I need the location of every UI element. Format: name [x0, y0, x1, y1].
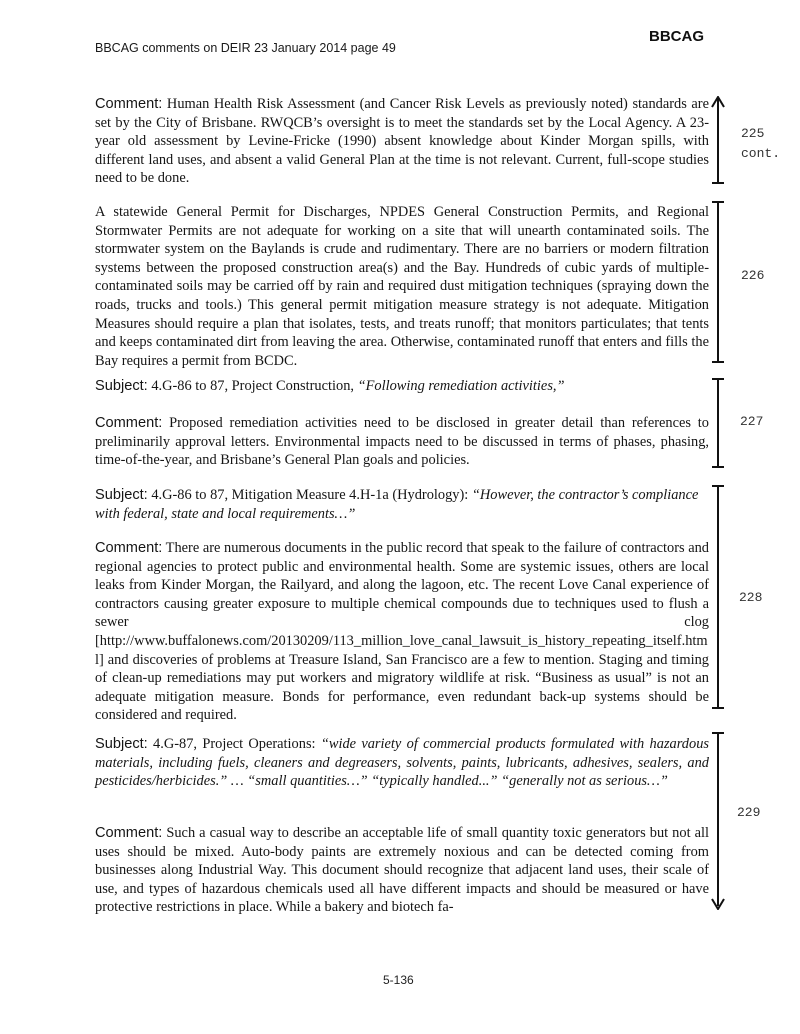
subject-quote: “Following remediation activities,” — [357, 378, 565, 394]
bracket-225 — [717, 98, 719, 184]
arrow-up-icon — [710, 96, 726, 106]
comment-number-229: 229 — [737, 805, 761, 820]
comment-label: Comment: — [95, 96, 163, 112]
bracket-228 — [717, 485, 719, 709]
subject-229: Subject: 4.G-87, Project Operations: “wide variety of commercial products formulated with hazardous materials, including fuels, cleaners and degreasers, solvents, paints, lubricants, adhesives, sealers, and pesticides/herbicides.” … “small quantities…” “typically handled...” “generally not as serious…” — [95, 736, 709, 790]
comment-number-225: 225 cont. — [741, 126, 781, 161]
subject-227: Subject: 4.G-86 to 87, Project Construction, “Following remediation activities,” — [95, 378, 565, 394]
bracket-227 — [717, 378, 719, 468]
bracket-229 — [717, 732, 719, 906]
running-title: BBCAG comments on DEIR 23 January 2014 page 49 — [95, 41, 396, 55]
comment-label: Comment: — [95, 415, 163, 431]
comment-228 — [95, 539, 709, 725]
comment-225 — [95, 95, 709, 188]
subject-quote: “However, the contractor’s compliance with federal, state and local requirements…” — [95, 487, 699, 522]
bracket-226 — [717, 201, 719, 363]
comment-226: A statewide General Permit for Discharges, NPDES General Construction Permits, and Regional Stormwater Permits are not adequate for working on a site that will unearth contaminated soils. The stormwater system on the Baylands is crude and rudimentary. There are no barriers or modern filtration systems between the proposed construction area(s) and the Bay. Hundreds of cubic yards of multiple-contaminated soils may be carried off by rain and required dust mitigation techniques (spraying down the roads, trucks and tools.) This general permit mitigation measure strategy is not adequate. Mitigation Measures should require a plan that isolates, tests, and treats runoff; that monitors particulates; that tents and keeps contaminated dirt from leaving the area. Otherwise, contaminated runoff that enters and fills the Bay requires a permit from BCDC. — [95, 204, 709, 369]
comment-number-228: 228 — [739, 590, 763, 605]
comment-label: Comment: — [95, 825, 163, 841]
org-name: BBCAG — [649, 28, 704, 45]
page-number: 5-136 — [383, 973, 414, 987]
comment-227 — [95, 414, 709, 470]
subject-quote: “wide variety of commercial products formulated with hazardous materials, including fuels, cleaners and degreasers, solvents, paints, lubricants, adhesives, sealers, and pesticides/herbicides.” … “small quantities…” “typically handled...” “generally not as serious…” — [95, 736, 709, 790]
comment-text: Such a casual way to describe an acceptable life of small quantity toxic generators but not all uses should be mixed. Auto-body paints are extremely noxious and can be detected coming from businesses along Industrial Way. This document should recognize that adjacent land uses, their scale of use, and types of hazardous chemicals used all have different impacts and should be measured or have protective restrictions in place. While a bakery and biotech fa- — [95, 825, 709, 916]
comment-text: Proposed remediation activities need to be disclosed in greater detail than references to preliminarily approval letters. Environmental impacts need to be discussed in terms of phases, phasing, time-of-the-year, and Brisbane’s General Plan goals and policies. — [95, 415, 709, 469]
subject-228: Subject: 4.G-86 to 87, Mitigation Measure 4.H-1a (Hydrology): “However, the contractor’s compliance with federal, state and local requirements…” — [95, 487, 699, 522]
comment-label: Comment: — [95, 540, 163, 556]
comment-number-227: 227 — [740, 414, 764, 429]
subject-label: Subject: — [95, 487, 148, 503]
arrow-down-icon — [710, 898, 726, 908]
comment-text: Human Health Risk Assessment (and Cancer Risk Levels as previously noted) standards are set by the City of Brisbane. RWQCB’s oversight is to meet the standards set by the Local Agency. A 23-year old assessment by Levine-Fricke (1990) absent knowledge about Kinder Morgan spills, with different land uses, and absent a valid General Plan at the time is not relevant. Current, full-scope studies need to be done. — [95, 96, 709, 187]
comment-text: There are numerous documents in the public record that speak to the failure of contractors and regional agencies to protect public and environmental health. Some are systemic issues, others are local leaks from Kinder Morgan, the Railyard, and along the lagoon, etc. The recent Love Canal experience of contractors causing greater exposure to multiple chemical compounds due to techniques used to flush a sewer clog [http://www.buffalonews.com/20130209/113_million_love_canal_lawsuit_is_history_repeating_itself.html] and discoveries of problems at Treasure Island, San Francisco are a few to mention. Staging and timing of clean-up remediations may put workers and migratory wildlife at risk. “Business as usual” is not an adequate mitigation measure. Bonds for performance, even redundant back-up systems should be considered and required. — [95, 540, 709, 724]
comment-number-226: 226 — [741, 268, 765, 283]
comment-229 — [95, 824, 709, 917]
subject-label: Subject: — [95, 378, 148, 394]
subject-label: Subject: — [95, 736, 148, 752]
